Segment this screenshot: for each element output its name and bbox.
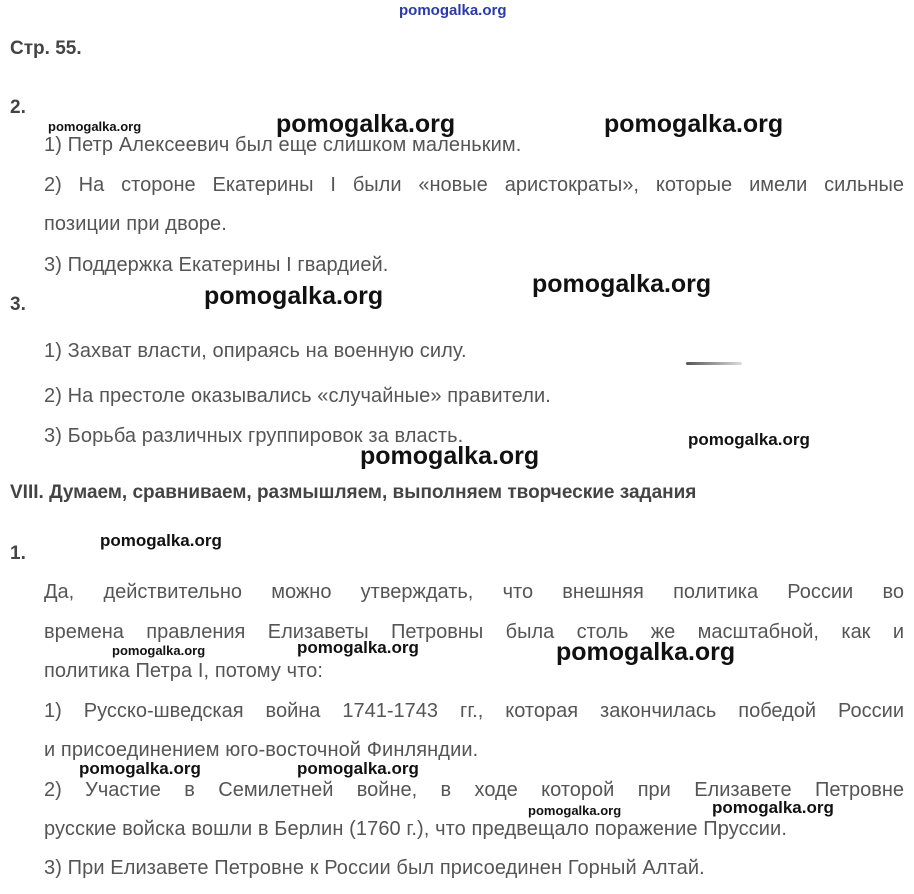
q3-item-2: 2) На престоле оказывались «случайные» правители. [44, 385, 551, 407]
watermark: pomogalka.org [297, 638, 419, 657]
question-3-number: 3. [10, 294, 26, 315]
watermark: pomogalka.org [100, 531, 222, 550]
watermark: pomogalka.org [112, 643, 206, 658]
q1-line-7: русские войска вошли в Берлин (1760 г.), что предвещало поражение Пруссии. [44, 818, 787, 840]
watermark: pomogalka.org [204, 282, 384, 310]
q1-line-8: 3) При Елизавете Петровне к России был присоединен Горный Алтай. [44, 857, 705, 879]
watermark: pomogalka.org [79, 759, 201, 778]
q2-item-2: 2) На стороне Екатерины I были «новые аристократы», которые имели сильные [44, 174, 904, 196]
question-1-number: 1. [10, 543, 26, 564]
section-title: VIII. Думаем, сравниваем, размышляем, выполняем творческие задания [10, 482, 697, 503]
q1-line-2: времена правления Елизаветы Петровны была столь же масштабной, как и [44, 621, 904, 643]
q1-line-6: 2) Участие в Семилетней войне, в ходе которой при Елизавете Петровне [44, 779, 904, 801]
q1-line-1: Да, действительно можно утверждать, что внешняя политика России во [44, 581, 904, 603]
q2-item-1: 1) Петр Алексеевич был еще слишком маленьким. [44, 134, 522, 156]
q2-item-3: 3) Поддержка Екатерины I гвардией. [44, 254, 389, 276]
watermark: pomogalka.org [528, 803, 622, 818]
pen-mark [686, 362, 742, 365]
q1-line-3: политика Петра I, потому что: [44, 660, 324, 682]
q1-line-4: 1) Русско-шведская война 1741-1743 гг., которая закончилась победой России [44, 700, 904, 722]
watermark: pomogalka.org [276, 110, 456, 138]
watermark: pomogalka.org [360, 442, 540, 470]
top-watermark: pomogalka.org [399, 2, 507, 19]
q3-item-1: 1) Захват власти, опираясь на военную силу. [44, 340, 467, 362]
watermark: pomogalka.org [532, 270, 712, 298]
watermark: pomogalka.org [604, 110, 784, 138]
q3-item-3: 3) Борьба различных группировок за власть. [44, 425, 464, 447]
q1-line-5: и присоединением юго-восточной Финляндии. [44, 739, 479, 761]
watermark: pomogalka.org [556, 638, 736, 666]
watermark: pomogalka.org [712, 798, 834, 817]
q2-item-2-continued: позиции при дворе. [44, 213, 227, 235]
page-reference: Стр. 55. [10, 38, 82, 59]
question-2-number: 2. [10, 97, 26, 118]
watermark: pomogalka.org [297, 759, 419, 778]
watermark: pomogalka.org [688, 430, 810, 449]
watermark: pomogalka.org [48, 119, 142, 134]
